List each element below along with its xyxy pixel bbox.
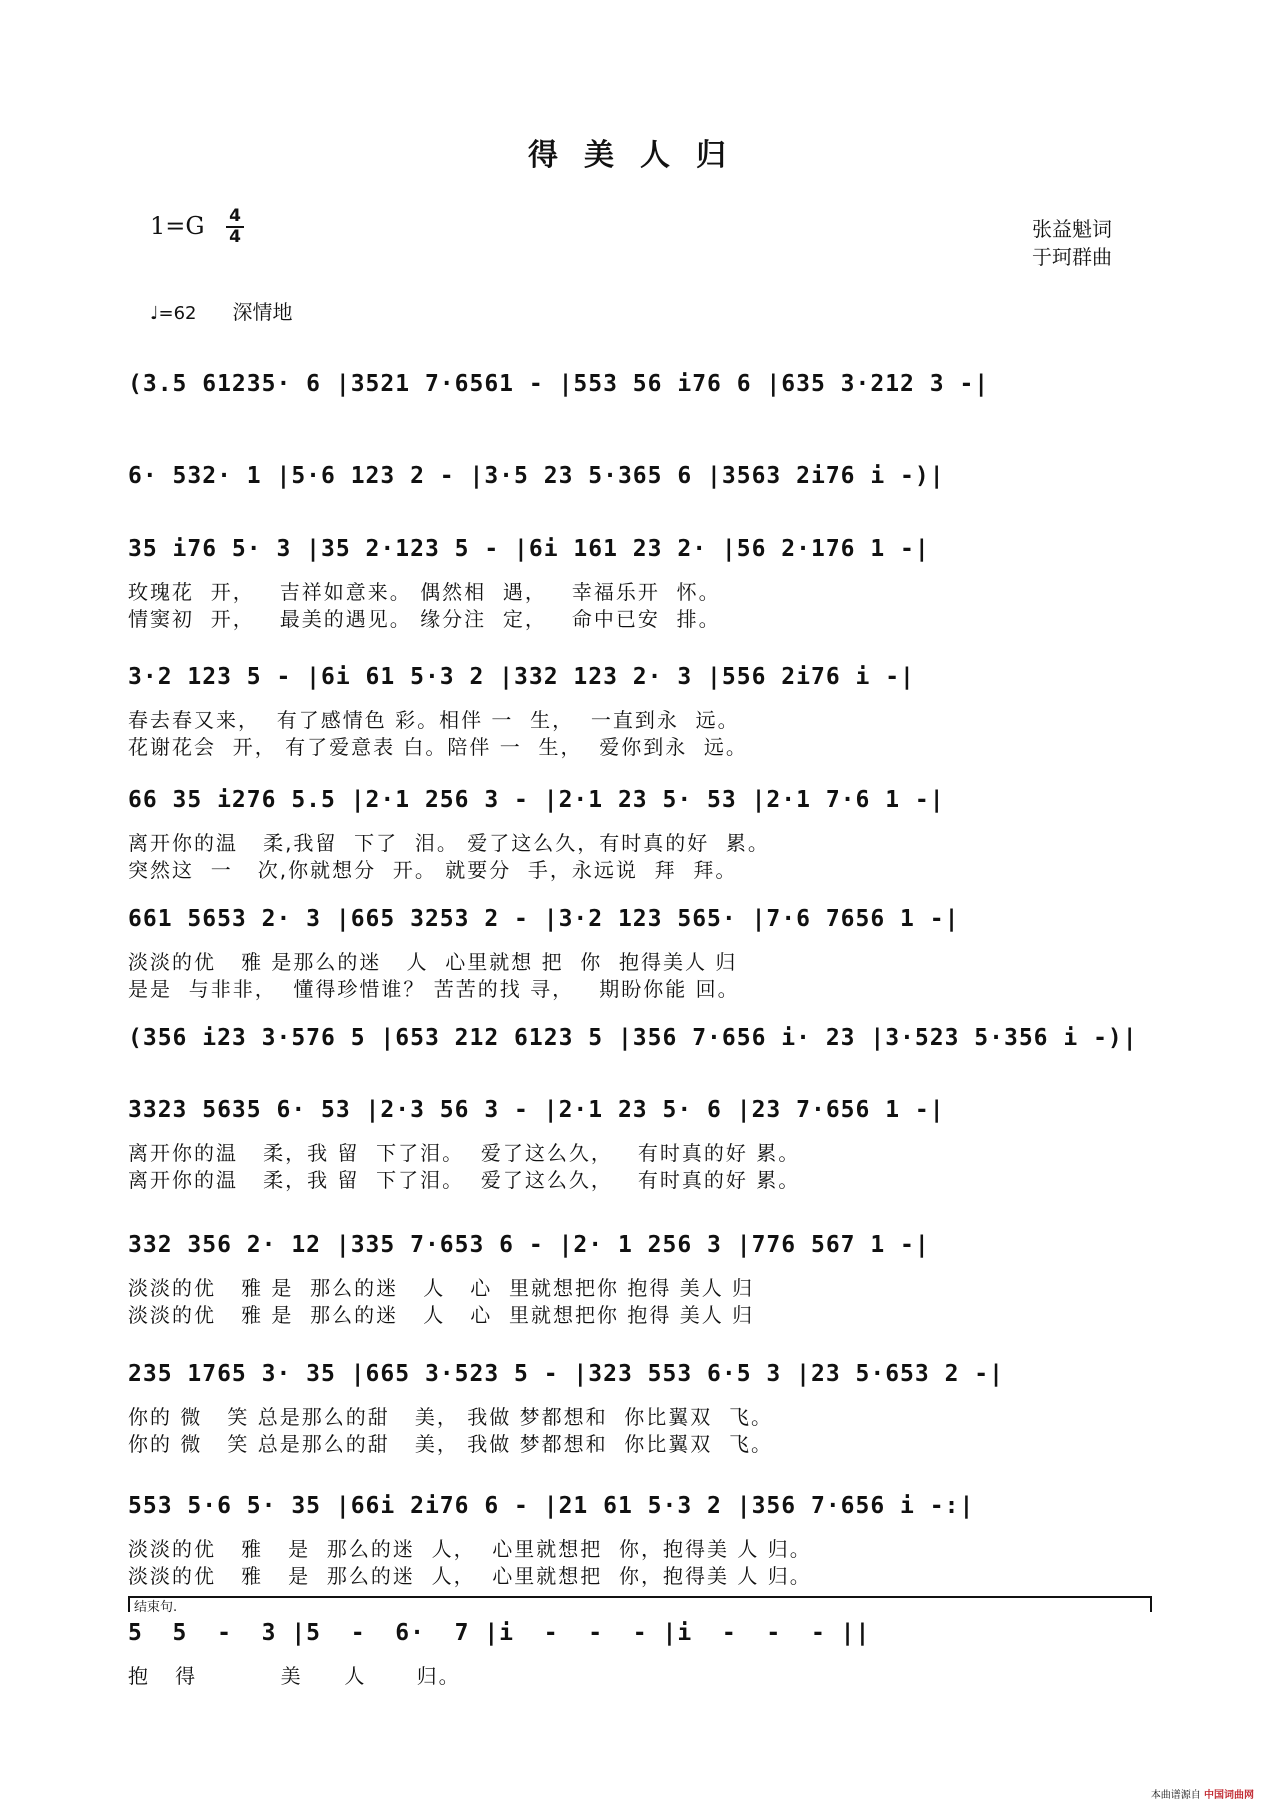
notes-line: (3.5 61235· 6 |3521 7·6561 - |553 56 i76 6 |635 3·212 3 -| bbox=[128, 371, 990, 397]
lyrics-line: 淡淡的优 雅 是 那么的迷 人 心 里就想把你 抱得 美人 归 bbox=[128, 1276, 755, 1300]
lyrics-line: 抱 得 美 人 归。 bbox=[128, 1664, 461, 1688]
ending-bracket bbox=[128, 1596, 1152, 1615]
notes-line: 3·2 123 5 - |6i 61 5·3 2 |332 123 2· 3 |556 2i76 i -| bbox=[128, 664, 915, 690]
ending-label: 结束句. bbox=[134, 1600, 178, 1615]
notes-line: 5 5 - 3 |5 - 6· 7 |i - - - |i - - - || bbox=[128, 1620, 871, 1646]
composer: 于珂群曲 bbox=[1032, 245, 1112, 269]
footer-source: 本曲谱源自 bbox=[1150, 1790, 1201, 1801]
notes-line: 6· 532· 1 |5·6 123 2 - |3·5 23 5·365 6 |3563 2i76 i -)| bbox=[128, 463, 945, 489]
notes-line: 661 5653 2· 3 |665 3253 2 - |3·2 123 565· |7·6 7656 1 -| bbox=[128, 906, 960, 932]
lyrics-line: 玫瑰花 开， 吉祥如意来。 偶然相 遇， 幸福乐开 怀。 bbox=[128, 580, 721, 604]
lyrics-line: 离开你的温 柔，我 留 下了泪。 爱了这么久， 有时真的好 累。 bbox=[128, 1168, 801, 1192]
lyrics-line: 你的 微 笑 总是那么的甜 美， 我做 梦都想和 你比翼双 飞。 bbox=[128, 1432, 774, 1456]
lyrics-line: 春去春又来， 有了感情色 彩。相伴 一 生， 一直到永 远。 bbox=[128, 708, 740, 732]
lyrics-line: 离开你的温 柔,我留 下了 泪。 爱了这么久，有时真的好 累。 bbox=[128, 831, 770, 855]
time-signature-bottom: 4 bbox=[229, 227, 241, 247]
notes-line: 66 35 i276 5.5 |2·1 256 3 - |2·1 23 5· 53 |2·1 7·6 1 -| bbox=[128, 787, 945, 813]
notes-line: 332 356 2· 12 |335 7·653 6 - |2· 1 256 3 |776 567 1 -| bbox=[128, 1232, 930, 1258]
credits bbox=[1032, 215, 1112, 271]
lyrics-line: 是是 与非非， 懂得珍惜谁？ 苦苦的找 寻， 期盼你能 回。 bbox=[128, 977, 740, 1001]
lyrics-line: 离开你的温 柔，我 留 下了泪。 爱了这么久， 有时真的好 累。 bbox=[128, 1141, 801, 1165]
notes-line: 3323 5635 6· 53 |2·3 56 3 - |2·1 23 5· 6 |23 7·656 1 -| bbox=[128, 1097, 945, 1123]
footer-brand: 中国词曲网 bbox=[1204, 1790, 1254, 1801]
notes-line: 35 i76 5· 3 |35 2·123 5 - |6i 161 23 2· |56 2·176 1 -| bbox=[128, 536, 930, 562]
notes-line: 553 5·6 5· 35 |66i 2i76 6 - |21 61 5·3 2 |356 7·656 i -:| bbox=[128, 1493, 975, 1519]
time-signature bbox=[226, 208, 244, 246]
time-signature-top: 4 bbox=[229, 206, 241, 226]
lyrics-line: 情窦初 开， 最美的遇见。 缘分注 定， 命中已安 排。 bbox=[128, 607, 721, 631]
score-title: 得美人归 bbox=[528, 138, 752, 173]
lyricist: 张益魁词 bbox=[1032, 217, 1112, 241]
lyrics-line: 淡淡的优 雅 是那么的迷 人 心里就想 把 你 抱得美人 归 bbox=[128, 950, 738, 974]
lyrics-line: 你的 微 笑 总是那么的甜 美， 我做 梦都想和 你比翼双 飞。 bbox=[128, 1405, 774, 1429]
tempo-expression: 深情地 bbox=[232, 300, 293, 324]
notes-line: 235 1765 3· 35 |665 3·523 5 - |323 553 6·5 3 |23 5·653 2 -| bbox=[128, 1361, 1004, 1387]
lyrics-line: 突然这 一 次,你就想分 开。 就要分 手，永远说 拜 拜。 bbox=[128, 858, 738, 882]
lyrics-line: 淡淡的优 雅 是 那么的迷 人 心 里就想把你 抱得 美人 归 bbox=[128, 1303, 755, 1327]
lyrics-line: 花谢花会 开， 有了爱意表 白。陪伴 一 生， 爱你到永 远。 bbox=[128, 735, 748, 759]
key-signature: 1=G bbox=[150, 212, 205, 240]
tempo-mark: ♩=62 bbox=[150, 303, 197, 324]
lyrics-line: 淡淡的优 雅 是 那么的迷 人， 心里就想把 你，抱得美 人 归。 bbox=[128, 1537, 812, 1561]
lyrics-line: 淡淡的优 雅 是 那么的迷 人， 心里就想把 你，抱得美 人 归。 bbox=[128, 1564, 812, 1588]
tempo bbox=[150, 296, 292, 325]
footer bbox=[1151, 1786, 1254, 1801]
notes-line: (356 i23 3·576 5 |653 212 6123 5 |356 7·656 i· 23 |3·523 5·356 i -)| bbox=[128, 1025, 1138, 1051]
